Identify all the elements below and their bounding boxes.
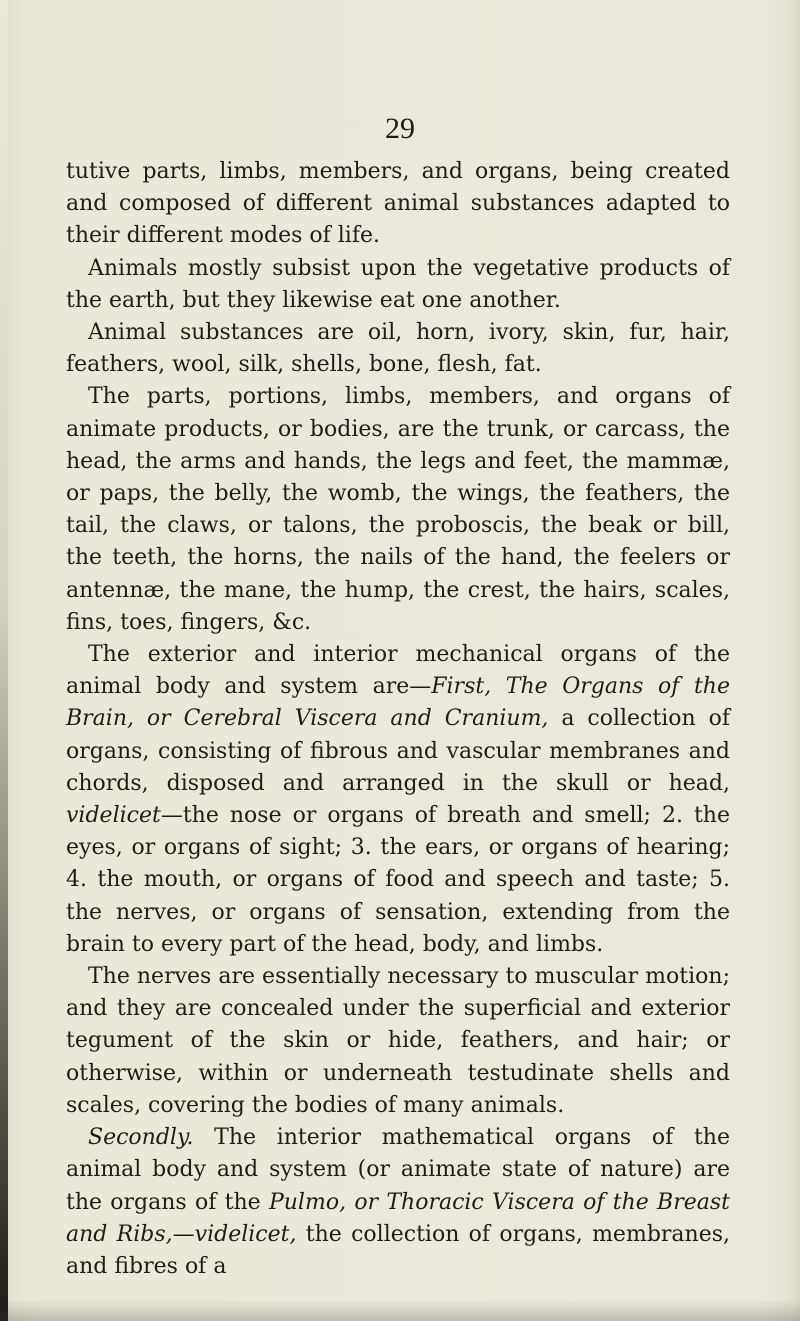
text-run: a collection of organs, consisting of fibrous and vascular membranes and chords, disposed and arranged in the skull or head, (66, 706, 730, 796)
paragraph: Animal substances are oil, horn, ivory, skin, fur, hair, feathers, wool, silk, shells, bone, flesh, fat. (66, 320, 730, 378)
body-text (66, 156, 730, 1283)
italic-text-run: videlicet, (194, 1221, 297, 1247)
paragraph (66, 639, 730, 961)
text-run: — (172, 1221, 195, 1247)
page-gutter-shadow (0, 0, 8, 1321)
paragraph: Animals mostly subsist upon the vegetative products of the earth, but they likewise eat one another. (66, 255, 730, 313)
text-run: The exterior and interior mechanical organs of the animal body and system are— (66, 642, 730, 700)
italic-text-run: First, The Organs of the Brain, or Cerebral Viscera and Cranium, (66, 674, 730, 732)
page-number: 29 (385, 112, 415, 145)
text-run: the collection of organs, membranes, and fibres of a (66, 1221, 731, 1279)
paragraph: The parts, portions, limbs, members, and organs of animate products, or bodies, are the trunk, or carcass, the head, the arms and hands, the legs and feet, the mammæ, or paps, the belly, the womb, the wings, the feathers, the tail, the claws, or talons, the proboscis, the beak or bill, the teeth, the horns, the nails of the hand, the feelers or antennæ, the mane, the hump, the crest, the hairs, scales, fins, toes, fingers, &c. (66, 384, 730, 635)
italic-text-run: Pulmo, or Thoracic Viscera of the Breast and Ribs, (66, 1189, 730, 1247)
text-run: The interior mathematical organs of the animal body and system (or animate state of nature) are the organs of the (66, 1125, 730, 1215)
paragraph: tutive parts, limbs, members, and organs, being created and composed of different animal substances adapted to their different modes of life. (66, 159, 730, 249)
italic-text-run: Secondly. (88, 1125, 194, 1151)
paragraph: The nerves are essentially necessary to muscular motion; and they are concealed under the superficial and exterior tegument of the skin or hide, feathers, and hair; or otherwise, within or underneath testudinate shells and scales, covering the bodies of many animals. (66, 964, 730, 1118)
paragraph (66, 1122, 730, 1283)
italic-text-run: videlicet (66, 803, 161, 829)
text-run: —the nose or organs of breath and smell; 2. the eyes, or organs of sight; 3. the ears, or organs of hearing; 4. the mouth, or organs of food and speech and taste; 5. the nerves, or organs of sensation, extending from the brain to every part of the head, body, and limbs. (66, 803, 730, 957)
page-bottom-edge (0, 1300, 800, 1321)
